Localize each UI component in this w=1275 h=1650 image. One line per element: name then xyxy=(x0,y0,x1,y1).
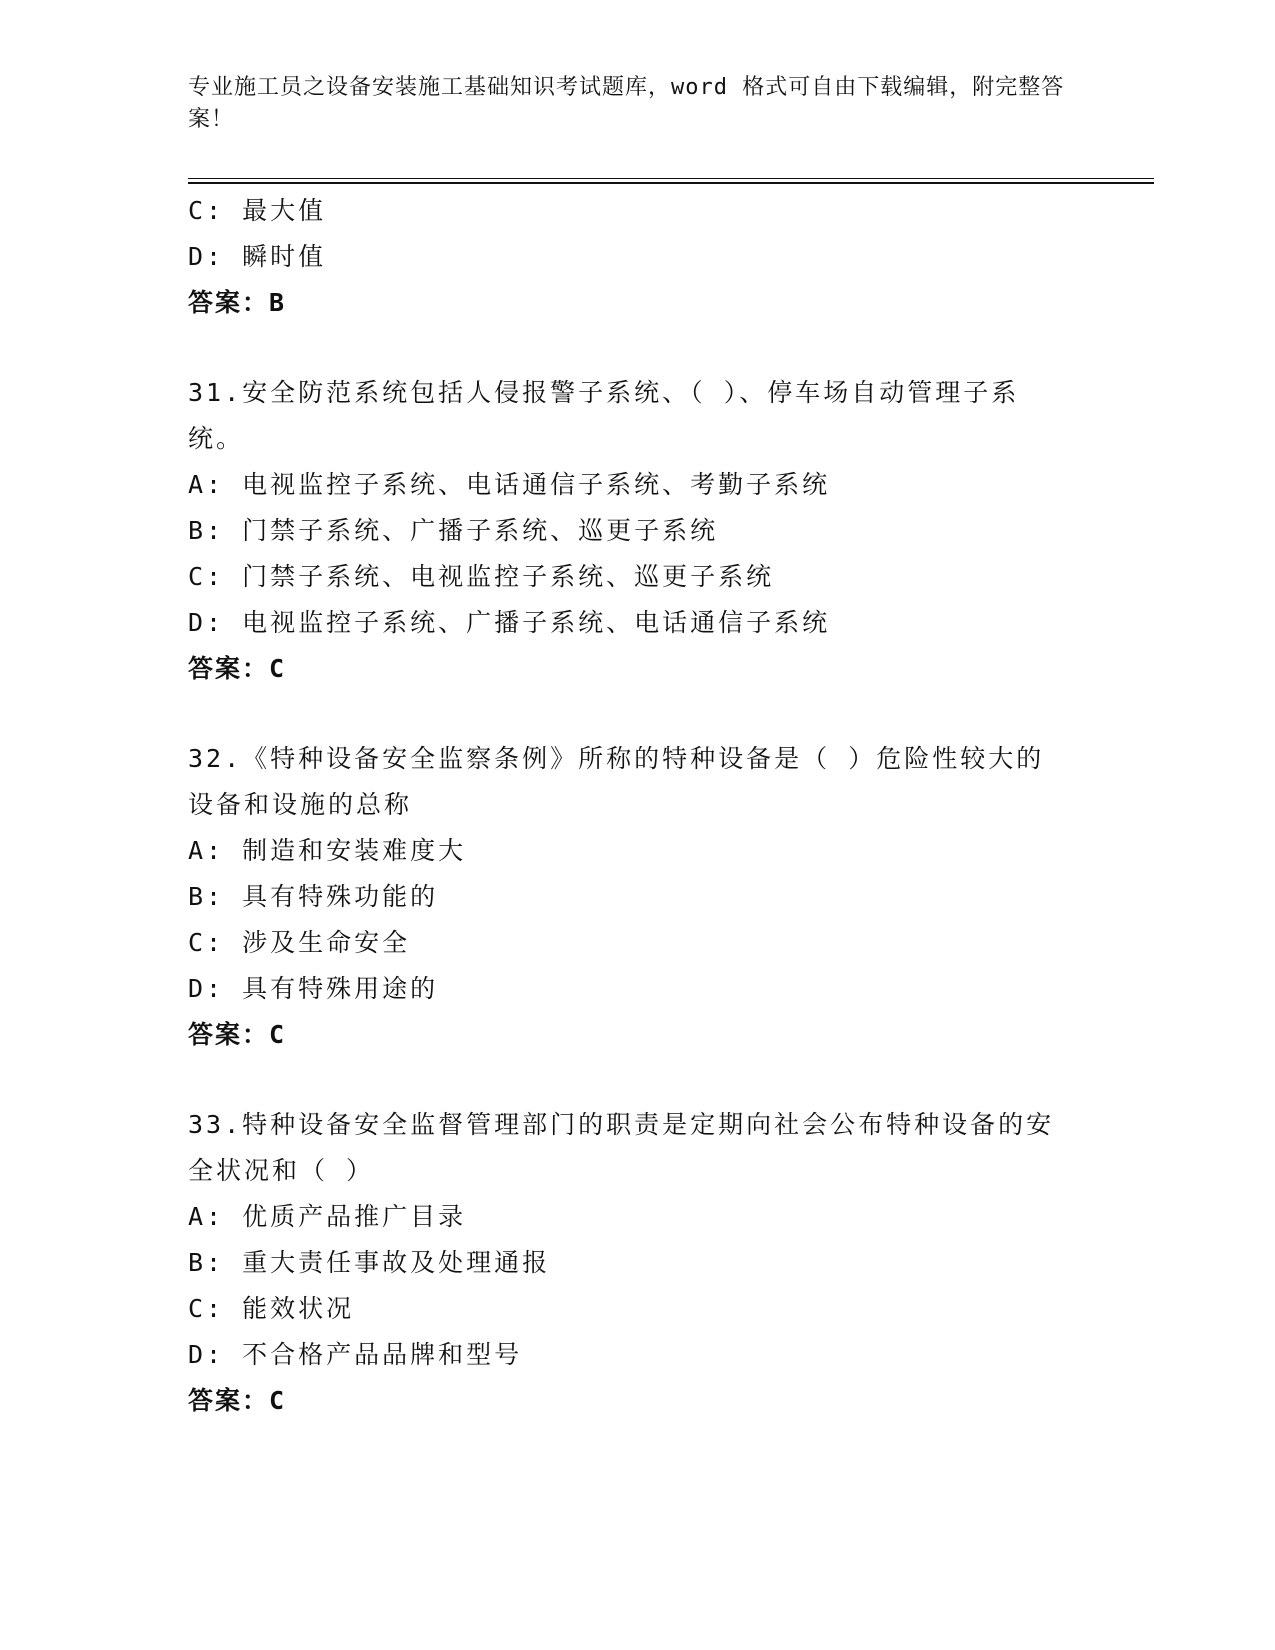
option-a: A: 优质产品推广目录 xyxy=(188,1202,467,1231)
answer-line: 答案：C xyxy=(188,1020,287,1049)
option-b: B: 门禁子系统、广播子系统、巡更子系统 xyxy=(188,516,719,545)
option-d: D: 具有特殊用途的 xyxy=(188,974,439,1003)
option-b: B: 具有特殊功能的 xyxy=(188,882,439,911)
question-33 xyxy=(188,1102,1088,1424)
question-stem: 33.特种设备安全监督管理部门的职责是定期向社会公布特种设备的安全状况和（ ） xyxy=(188,1110,1055,1185)
document-body xyxy=(188,188,1088,1424)
question-32 xyxy=(188,736,1088,1058)
option-c: C: 能效状况 xyxy=(188,1294,355,1323)
option-a: A: 制造和安装难度大 xyxy=(188,836,467,865)
option-c: C: 门禁子系统、电视监控子系统、巡更子系统 xyxy=(188,562,775,591)
document-header: 专业施工员之设备安装施工基础知识考试题库，word 格式可自由下载编辑，附完整答案！ xyxy=(188,75,1065,132)
option-d: D: 不合格产品品牌和型号 xyxy=(188,1340,523,1369)
question-31 xyxy=(188,370,1088,692)
answer-line: 答案：C xyxy=(188,1386,287,1415)
question-stem: 31.安全防范系统包括人侵报警子系统、（ ）、停车场自动管理子系统。 xyxy=(188,378,1020,453)
answer-line: 答案：C xyxy=(188,654,287,683)
option-d: D: 瞬时值 xyxy=(188,242,327,271)
header-divider-thin xyxy=(188,178,1154,179)
header-divider-thick xyxy=(188,182,1154,184)
option-c: C: 涉及生命安全 xyxy=(188,928,411,957)
option-c: C: 最大值 xyxy=(188,196,327,225)
option-b: B: 重大责任事故及处理通报 xyxy=(188,1248,551,1277)
question-stem: 32.《特种设备安全监察条例》所称的特种设备是（ ）危险性较大的设备和设施的总称 xyxy=(188,744,1045,819)
previous-question-tail xyxy=(188,188,1088,326)
option-a: A: 电视监控子系统、电话通信子系统、考勤子系统 xyxy=(188,470,831,499)
option-d: D: 电视监控子系统、广播子系统、电话通信子系统 xyxy=(188,608,831,637)
answer-line: 答案：B xyxy=(188,288,287,317)
